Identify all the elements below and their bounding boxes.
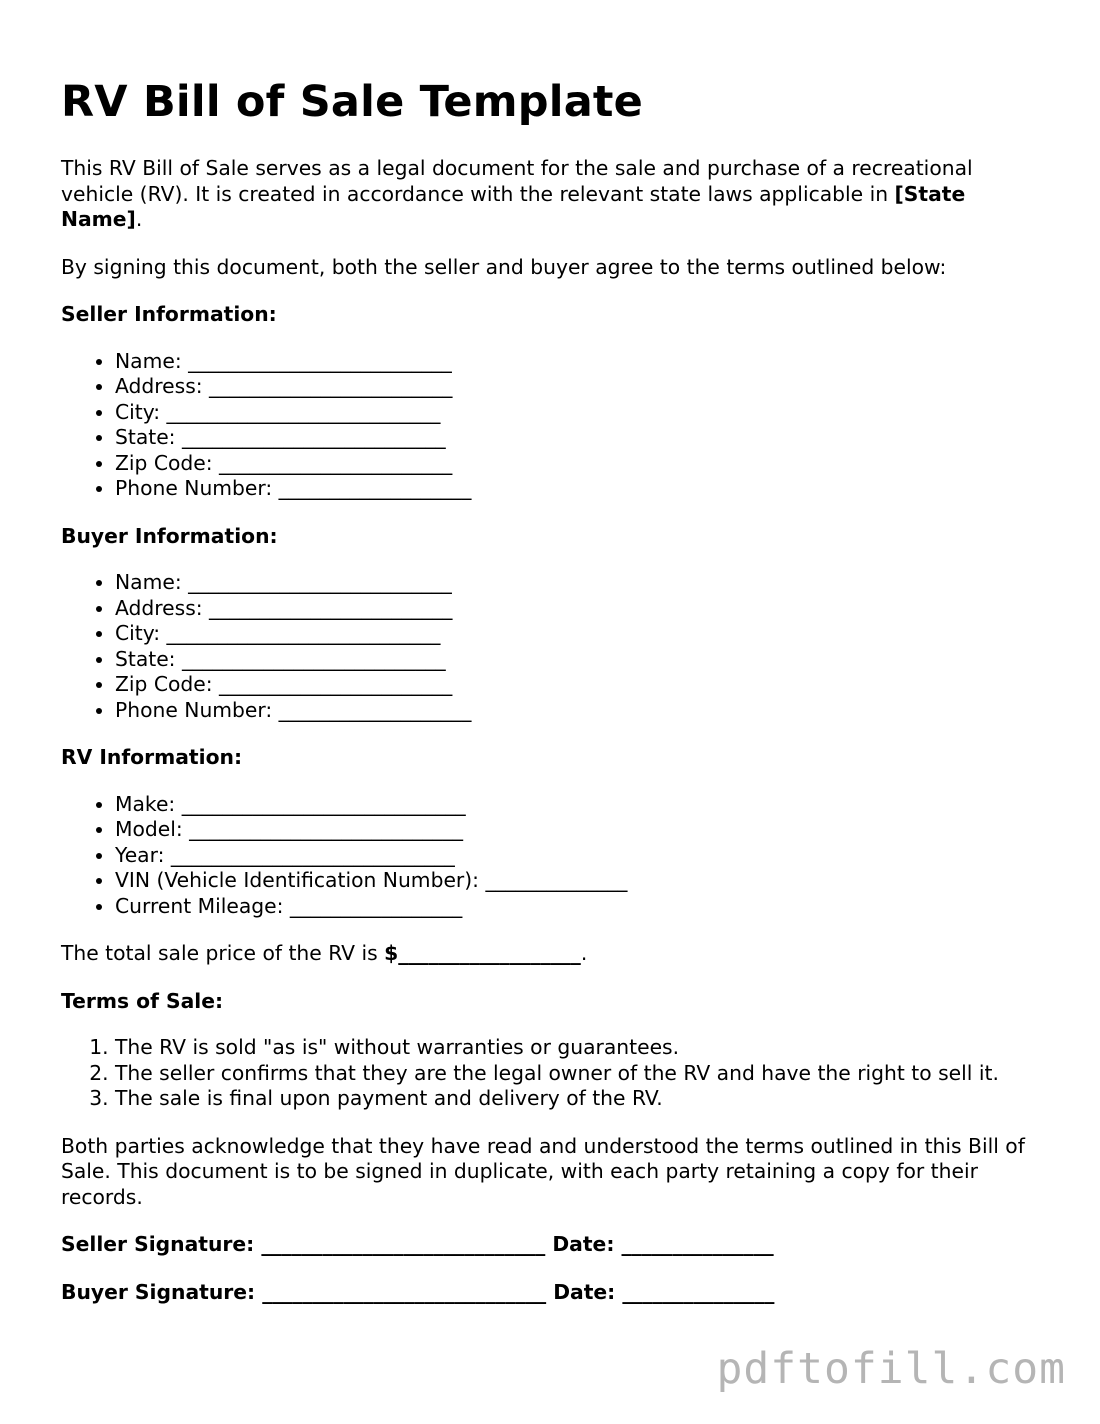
rv-year-field: • Year: ____________________________ bbox=[115, 843, 1051, 869]
term-item: 1. The RV is sold "as is" without warranties or guarantees. bbox=[115, 1035, 1051, 1061]
buyer-signature-label: Buyer Signature: ____________________________ Date: _______________ bbox=[61, 1279, 775, 1304]
seller-signature-line bbox=[61, 1232, 1051, 1258]
buyer-name-field: • Name: __________________________ bbox=[115, 570, 1051, 596]
term-item: 3. The sale is final upon payment and delivery of the RV. bbox=[115, 1086, 1051, 1112]
buyer-zip-field: • Zip Code: _______________________ bbox=[115, 672, 1051, 698]
watermark: pdftofill.com bbox=[716, 1344, 1066, 1394]
term-item: 2. The seller confirms that they are the legal owner of the RV and have the right to sell it. bbox=[115, 1061, 1051, 1087]
sale-price-end: . bbox=[580, 941, 588, 965]
seller-phone-field: • Phone Number: ___________________ bbox=[115, 476, 1051, 502]
terms-heading: Terms of Sale: bbox=[61, 988, 224, 1013]
page-title: RV Bill of Sale Template bbox=[61, 77, 644, 127]
rv-info-heading: RV Information: bbox=[61, 745, 243, 769]
buyer-info-heading: Buyer Information: bbox=[61, 523, 278, 548]
seller-address-field: • Address: ________________________ bbox=[115, 374, 1051, 400]
seller-signature-label: Seller Signature: ____________________________ Date: _______________ bbox=[61, 1232, 774, 1256]
sale-price-placeholder: $__________________ bbox=[384, 941, 581, 965]
buyer-signature-line bbox=[61, 1280, 1051, 1306]
seller-name-field: • Name: __________________________ bbox=[115, 349, 1051, 375]
buyer-info-list bbox=[61, 570, 1051, 723]
terms-list bbox=[61, 1035, 1051, 1112]
document-page bbox=[61, 70, 1051, 1327]
intro-paragraph bbox=[61, 156, 1051, 233]
buyer-phone-field: • Phone Number: ___________________ bbox=[115, 698, 1051, 724]
intro-text: This RV Bill of Sale serves as a legal document for the sale and purchase of a recreational vehicle (RV). It is created in accordance with the relevant state laws applicable in bbox=[61, 156, 973, 206]
sale-price-paragraph bbox=[61, 941, 1051, 967]
acknowledgement-paragraph: Both parties acknowledge that they have read and understood the terms outlined in this Bill of Sale. This document is to be signed in duplicate, with each party retaining a copy for their records. bbox=[61, 1133, 1025, 1209]
buyer-address-field: • Address: ________________________ bbox=[115, 596, 1051, 622]
seller-info-list bbox=[61, 349, 1051, 502]
rv-model-field: • Model: ___________________________ bbox=[115, 817, 1051, 843]
seller-zip-field: • Zip Code: _______________________ bbox=[115, 451, 1051, 477]
sale-price-text: The total sale price of the RV is bbox=[61, 941, 385, 965]
rv-make-field: • Make: ____________________________ bbox=[115, 792, 1051, 818]
seller-state-field: • State: __________________________ bbox=[115, 425, 1051, 451]
buyer-city-field: • City: ___________________________ bbox=[115, 621, 1051, 647]
rv-info-list bbox=[61, 792, 1051, 920]
intro-end: . bbox=[135, 207, 143, 231]
rv-mileage-field: • Current Mileage: _________________ bbox=[115, 894, 1051, 920]
buyer-state-field: • State: __________________________ bbox=[115, 647, 1051, 673]
seller-info-heading: Seller Information: bbox=[61, 302, 277, 326]
seller-city-field: • City: ___________________________ bbox=[115, 400, 1051, 426]
rv-vin-field: • VIN (Vehicle Identification Number): ______________ bbox=[115, 868, 1051, 894]
state-name-placeholder: [State Name] bbox=[61, 181, 966, 231]
agreement-paragraph: By signing this document, both the seller and buyer agree to the terms outlined below: bbox=[61, 254, 947, 279]
